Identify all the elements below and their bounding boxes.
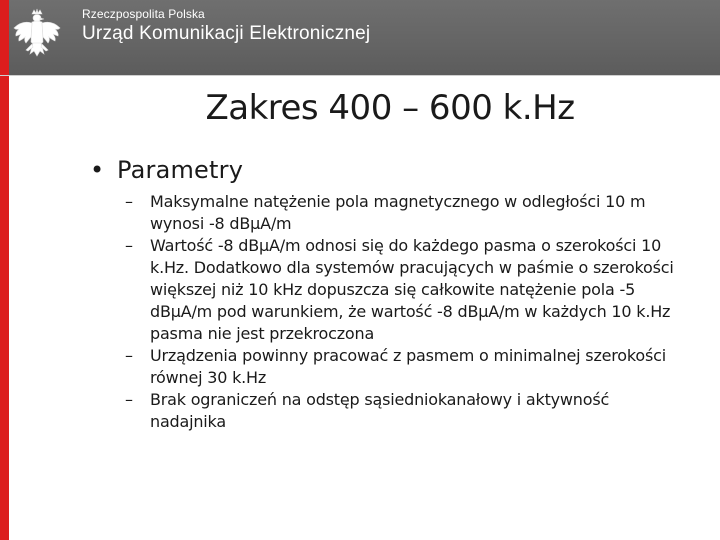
- sub-bullet-item: [125, 191, 690, 235]
- sub-bullet-text: Wartość -8 dBμA/m odnosi się do każdego pasma o szerokości 10 k.Hz. Dodatkowo dla systemów pracujących w paśmie o szerokości większej niż 10 kHz dopuszcza się całkowite natężenie pola -5 dBμA/m pod warunkiem, że wartość -8 dBμA/m w każdych 10 k.Hz pasma nie jest przekroczona: [150, 236, 674, 343]
- organization-subtitle: Rzeczpospolita Polska: [82, 7, 205, 21]
- sub-bullet-item: [125, 345, 690, 389]
- sub-bullet-list: [90, 191, 690, 433]
- white-eagle-emblem-icon: [10, 8, 64, 68]
- header-divider: [0, 75, 720, 76]
- main-bullet: [90, 155, 690, 185]
- sub-bullet-item: [125, 235, 690, 345]
- dash-marker: –: [125, 346, 133, 365]
- slide-title: Zakres 400 – 600 k.Hz: [205, 88, 575, 128]
- sub-bullet-text: Urządzenia powinny pracować z pasmem o minimalnej szerokości równej 30 k.Hz: [150, 346, 666, 387]
- sub-bullet-item: [125, 389, 690, 433]
- dash-marker: –: [125, 236, 133, 255]
- main-bullet-label: Parametry: [117, 156, 244, 184]
- bullet-marker: •: [90, 156, 105, 184]
- organization-name: Urząd Komunikacji Elektronicznej: [82, 23, 371, 44]
- dash-marker: –: [125, 390, 133, 409]
- dash-marker: –: [125, 192, 133, 211]
- left-accent-bar: [0, 0, 9, 540]
- sub-bullet-text: Brak ograniczeń na odstęp sąsiedniokanałowy i aktywność nadajnika: [150, 390, 610, 431]
- sub-bullet-text: Maksymalne natężenie pola magnetycznego w odległości 10 m wynosi -8 dBμA/m: [150, 192, 646, 233]
- slide-content: [90, 155, 690, 433]
